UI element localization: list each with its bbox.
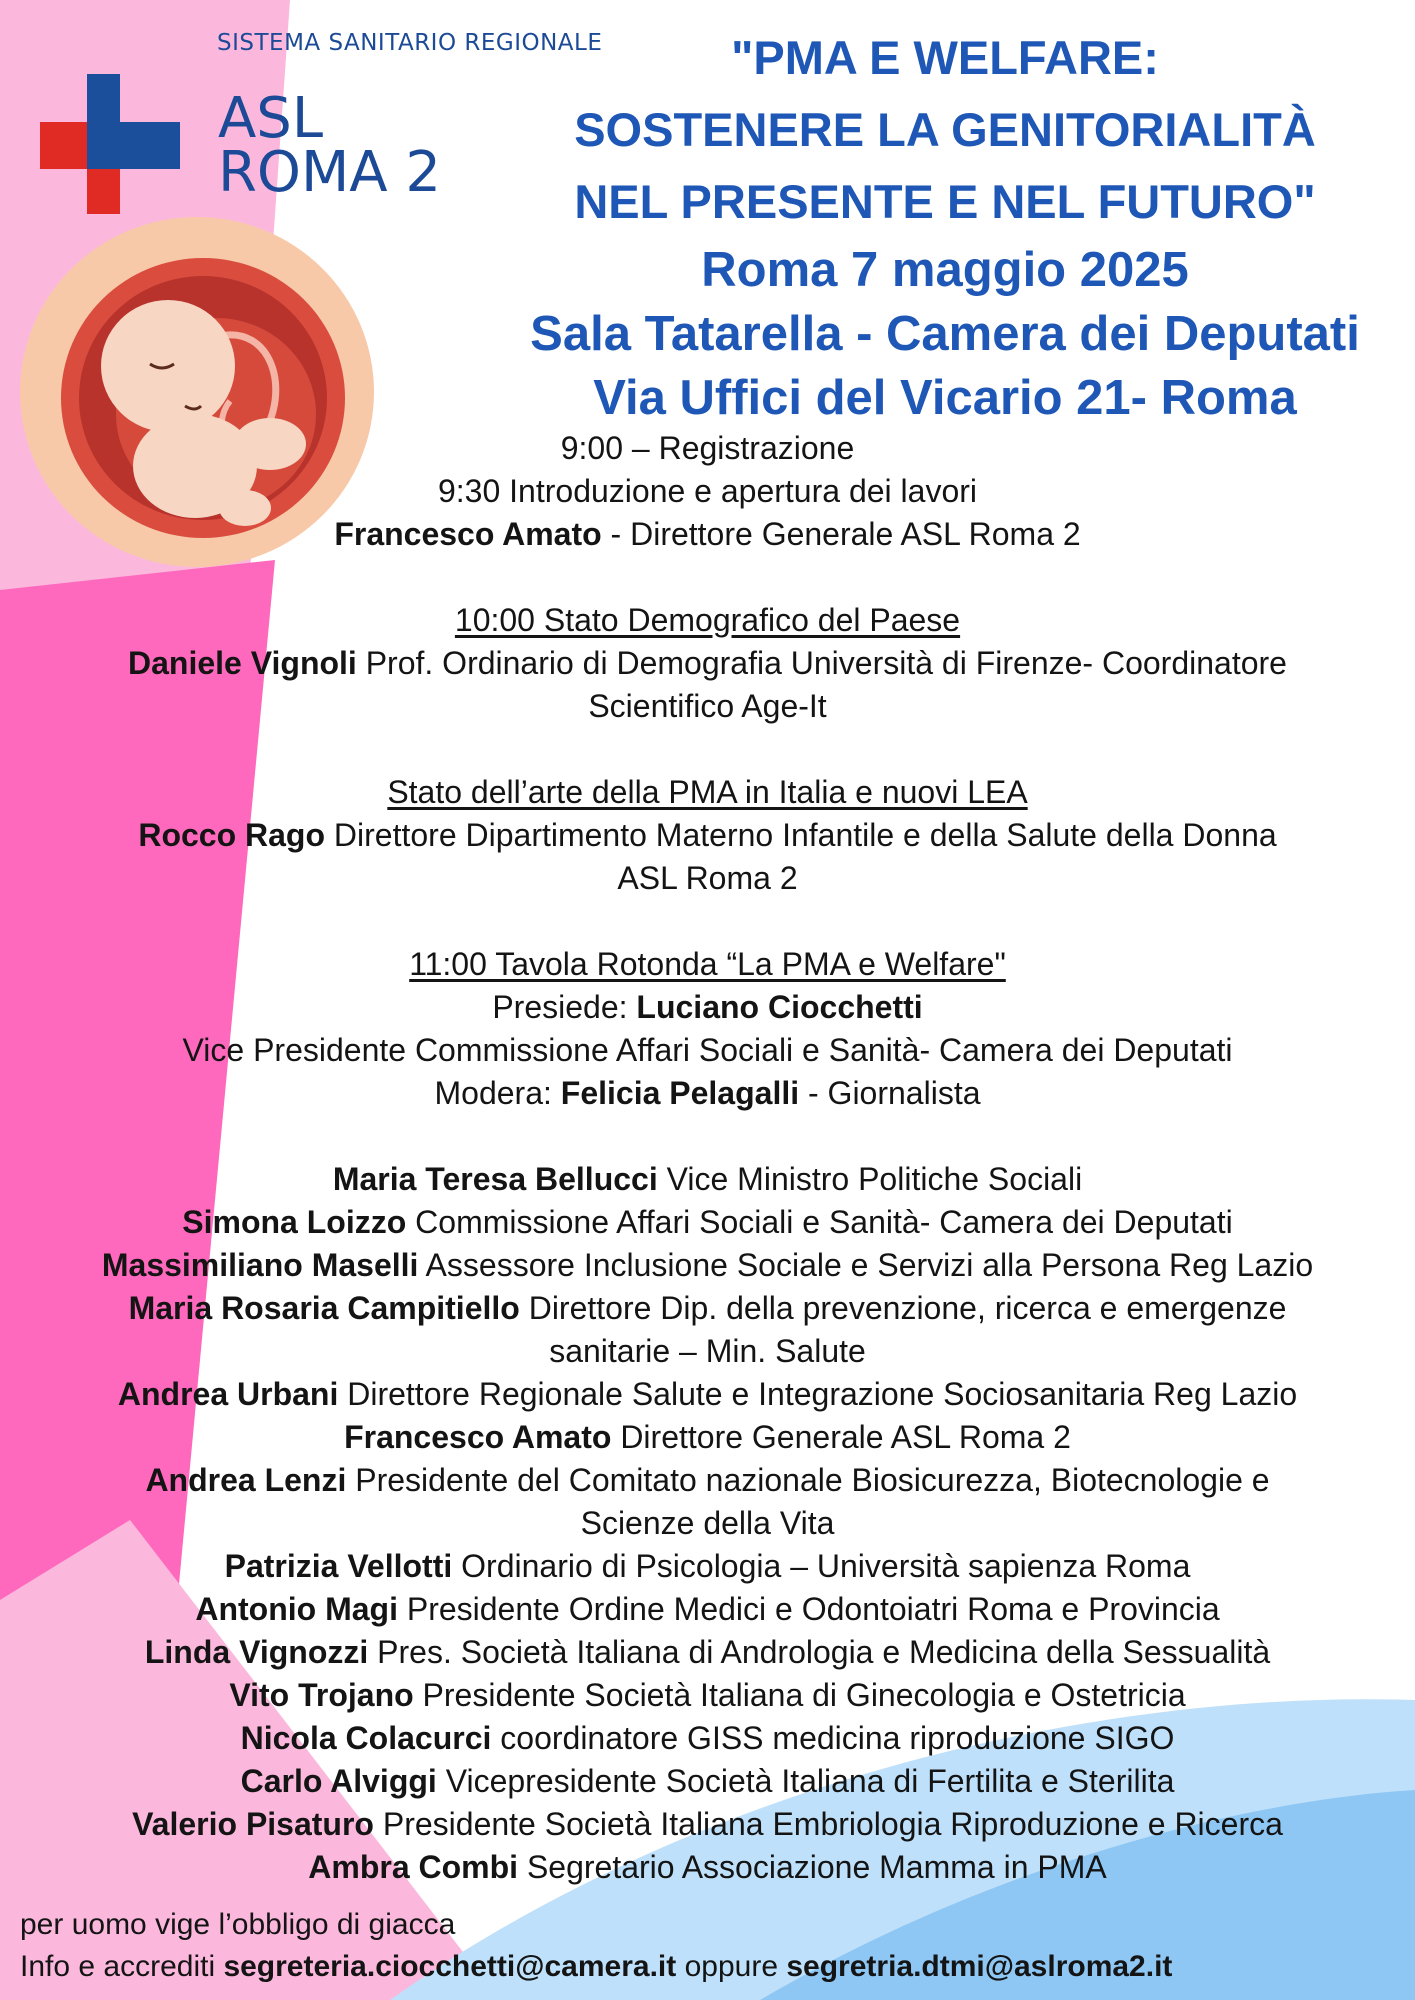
- speaker-name: Francesco Amato: [334, 516, 602, 552]
- speaker-name: Vito Trojano: [229, 1677, 414, 1713]
- speaker-role: Direttore Dip. della prevenzione, ricerca e emergenze: [519, 1290, 1287, 1326]
- program-intro-speaker: [0, 513, 1415, 556]
- event-title-block: [480, 22, 1410, 430]
- session1-role-cont: Scientifico Age-It: [588, 688, 827, 724]
- speaker-role: Assessore Inclusione Sociale e Servizi alla Persona Reg Lazio: [418, 1247, 1314, 1283]
- panel-speaker: [0, 1674, 1415, 1717]
- roundtable-title: [0, 943, 1415, 986]
- panel-speaker: [0, 1760, 1415, 1803]
- speaker-role: Direttore Generale ASL Roma 2: [611, 1419, 1071, 1455]
- dress-code-note: per uomo vige l’obbligo di giacca: [20, 1908, 456, 1941]
- panel-speaker-role-cont: sanitarie – Min. Salute: [549, 1333, 866, 1369]
- moderator-label: Modera:: [434, 1075, 561, 1111]
- event-title-line1: "PMA E WELFARE:: [731, 31, 1159, 84]
- panel-speaker: [0, 1158, 1415, 1201]
- speaker-name: Antonio Magi: [195, 1591, 398, 1627]
- chair-label: Presiede:: [492, 989, 637, 1025]
- contact-email-link-2[interactable]: segretria.dtmi@aslroma2.it: [786, 1950, 1173, 1983]
- panel-speaker: [0, 1244, 1415, 1287]
- footer-info: [20, 1904, 1172, 1988]
- speaker-role: Direttore Dipartimento Materno Infantile e della Salute della Donna: [325, 817, 1277, 853]
- speaker-role: Ordinario di Psicologia – Università sapienza Roma: [452, 1548, 1191, 1584]
- session2-title: [0, 771, 1415, 814]
- logo-header-text: SISTEMA SANITARIO REGIONALE: [217, 30, 603, 56]
- panel-speaker: [0, 1545, 1415, 1588]
- speaker-role: Presidente Ordine Medici e Odontoiatri Roma e Provincia: [397, 1591, 1220, 1627]
- chair-name: Luciano Ciocchetti: [636, 989, 923, 1025]
- asl-cross-logo-icon: [40, 74, 180, 214]
- moderator-name: Felicia Pelagalli: [560, 1075, 800, 1111]
- speaker-role: coordinatore GISS medicina riproduzione SIGO: [491, 1720, 1175, 1756]
- session1-title-text: 10:00 Stato Demografico del Paese: [454, 602, 961, 638]
- speaker-name: Simona Loizzo: [182, 1204, 407, 1240]
- asl-logo-text: [218, 86, 442, 205]
- event-title-line2: SOSTENERE LA GENITORIALITÀ: [574, 103, 1316, 156]
- panel-speaker-role-cont: Scienze della Vita: [580, 1505, 835, 1541]
- speaker-name: Patrizia Vellotti: [224, 1548, 453, 1584]
- speaker-role: Direttore Regionale Salute e Integrazione Sociosanitaria Reg Lazio: [338, 1376, 1298, 1412]
- speaker-role: Presidente del Comitato nazionale Biosicurezza, Biotecnologie e: [346, 1462, 1270, 1498]
- speaker-role: Presidente Società Italiana Embriologia Riproduzione e Ricerca: [373, 1806, 1283, 1842]
- session2-title-text: Stato dell’arte della PMA in Italia e nuovi LEA: [387, 774, 1028, 810]
- speaker-name: Nicola Colacurci: [240, 1720, 492, 1756]
- roundtable-chair: [0, 986, 1415, 1029]
- speaker-role: Vicepresidente Società Italiana di Fertilita e Sterilita: [436, 1763, 1175, 1799]
- program-intro: 9:30 Introduzione e apertura dei lavori: [437, 473, 977, 509]
- event-title-line3: NEL PRESENTE E NEL FUTURO": [574, 175, 1316, 228]
- moderator-role: - Giornalista: [799, 1075, 981, 1111]
- speaker-role: Pres. Società Italiana di Andrologia e Medicina della Sessualità: [368, 1634, 1271, 1670]
- speaker-name: Francesco Amato: [344, 1419, 612, 1455]
- info-label: Info e accrediti: [20, 1950, 224, 1983]
- panel-speaker: [0, 1846, 1415, 1889]
- asl-logo-line1: ASL: [218, 86, 324, 151]
- speaker-name: Rocco Rago: [138, 817, 326, 853]
- speaker-role: Segretario Associazione Mamma in PMA: [518, 1849, 1107, 1885]
- contact-connector: oppure: [676, 1950, 787, 1983]
- contact-email-link[interactable]: segreteria.ciocchetti@camera.it: [223, 1950, 677, 1983]
- contact-line: [20, 1946, 1172, 1988]
- session2-speaker: [0, 814, 1415, 857]
- panel-speaker: [0, 1803, 1415, 1846]
- speaker-role: - Direttore Generale ASL Roma 2: [601, 516, 1081, 552]
- session1-speaker: [0, 642, 1415, 685]
- panel-speaker: [0, 1459, 1415, 1502]
- panel-speaker: [0, 1717, 1415, 1760]
- speaker-name: Massimiliano Maselli: [101, 1247, 419, 1283]
- speaker-role: Vice Ministro Politiche Sociali: [657, 1161, 1083, 1197]
- event-date: Roma 7 maggio 2025: [701, 243, 1189, 297]
- panel-speaker: [0, 1201, 1415, 1244]
- speaker-name: Andrea Urbani: [117, 1376, 339, 1412]
- event-address: Via Uffici del Vicario 21- Roma: [593, 371, 1297, 425]
- speaker-role: Presidente Società Italiana di Ginecologia e Ostetricia: [413, 1677, 1186, 1713]
- event-venue: Sala Tatarella - Camera dei Deputati: [530, 307, 1360, 361]
- panel-speaker: [0, 1416, 1415, 1459]
- roundtable-chair-role: Vice Presidente Commissione Affari Sociali e Sanità- Camera dei Deputati: [182, 1032, 1233, 1068]
- speaker-role: Commissione Affari Sociali e Sanità- Camera dei Deputati: [406, 1204, 1233, 1240]
- program-registration: 9:00 – Registrazione: [560, 430, 855, 466]
- speaker-name: Linda Vignozzi: [144, 1634, 369, 1670]
- speaker-name: Valerio Pisaturo: [132, 1806, 374, 1842]
- roundtable-moderator: [0, 1072, 1415, 1115]
- session2-role-cont: ASL Roma 2: [617, 860, 798, 896]
- speaker-name: Maria Rosaria Campitiello: [128, 1290, 520, 1326]
- speaker-name: Daniele Vignoli: [128, 645, 357, 681]
- panel-speaker: [0, 1373, 1415, 1416]
- speaker-name: Maria Teresa Bellucci: [332, 1161, 658, 1197]
- speaker-name: Carlo Alviggi: [240, 1763, 437, 1799]
- speaker-name: Ambra Combi: [308, 1849, 519, 1885]
- session1-title: [0, 599, 1415, 642]
- panel-speaker: [0, 1588, 1415, 1631]
- panel-speaker: [0, 1631, 1415, 1674]
- speaker-role: Prof. Ordinario di Demografia Università di Firenze- Coordinatore: [356, 645, 1287, 681]
- roundtable-title-text: 11:00 Tavola Rotonda “La PMA e Welfare": [409, 946, 1006, 982]
- speaker-name: Andrea Lenzi: [145, 1462, 347, 1498]
- panel-speaker: [0, 1287, 1415, 1330]
- program-agenda: [0, 427, 1415, 1889]
- asl-logo-line2: ROMA 2: [218, 140, 442, 205]
